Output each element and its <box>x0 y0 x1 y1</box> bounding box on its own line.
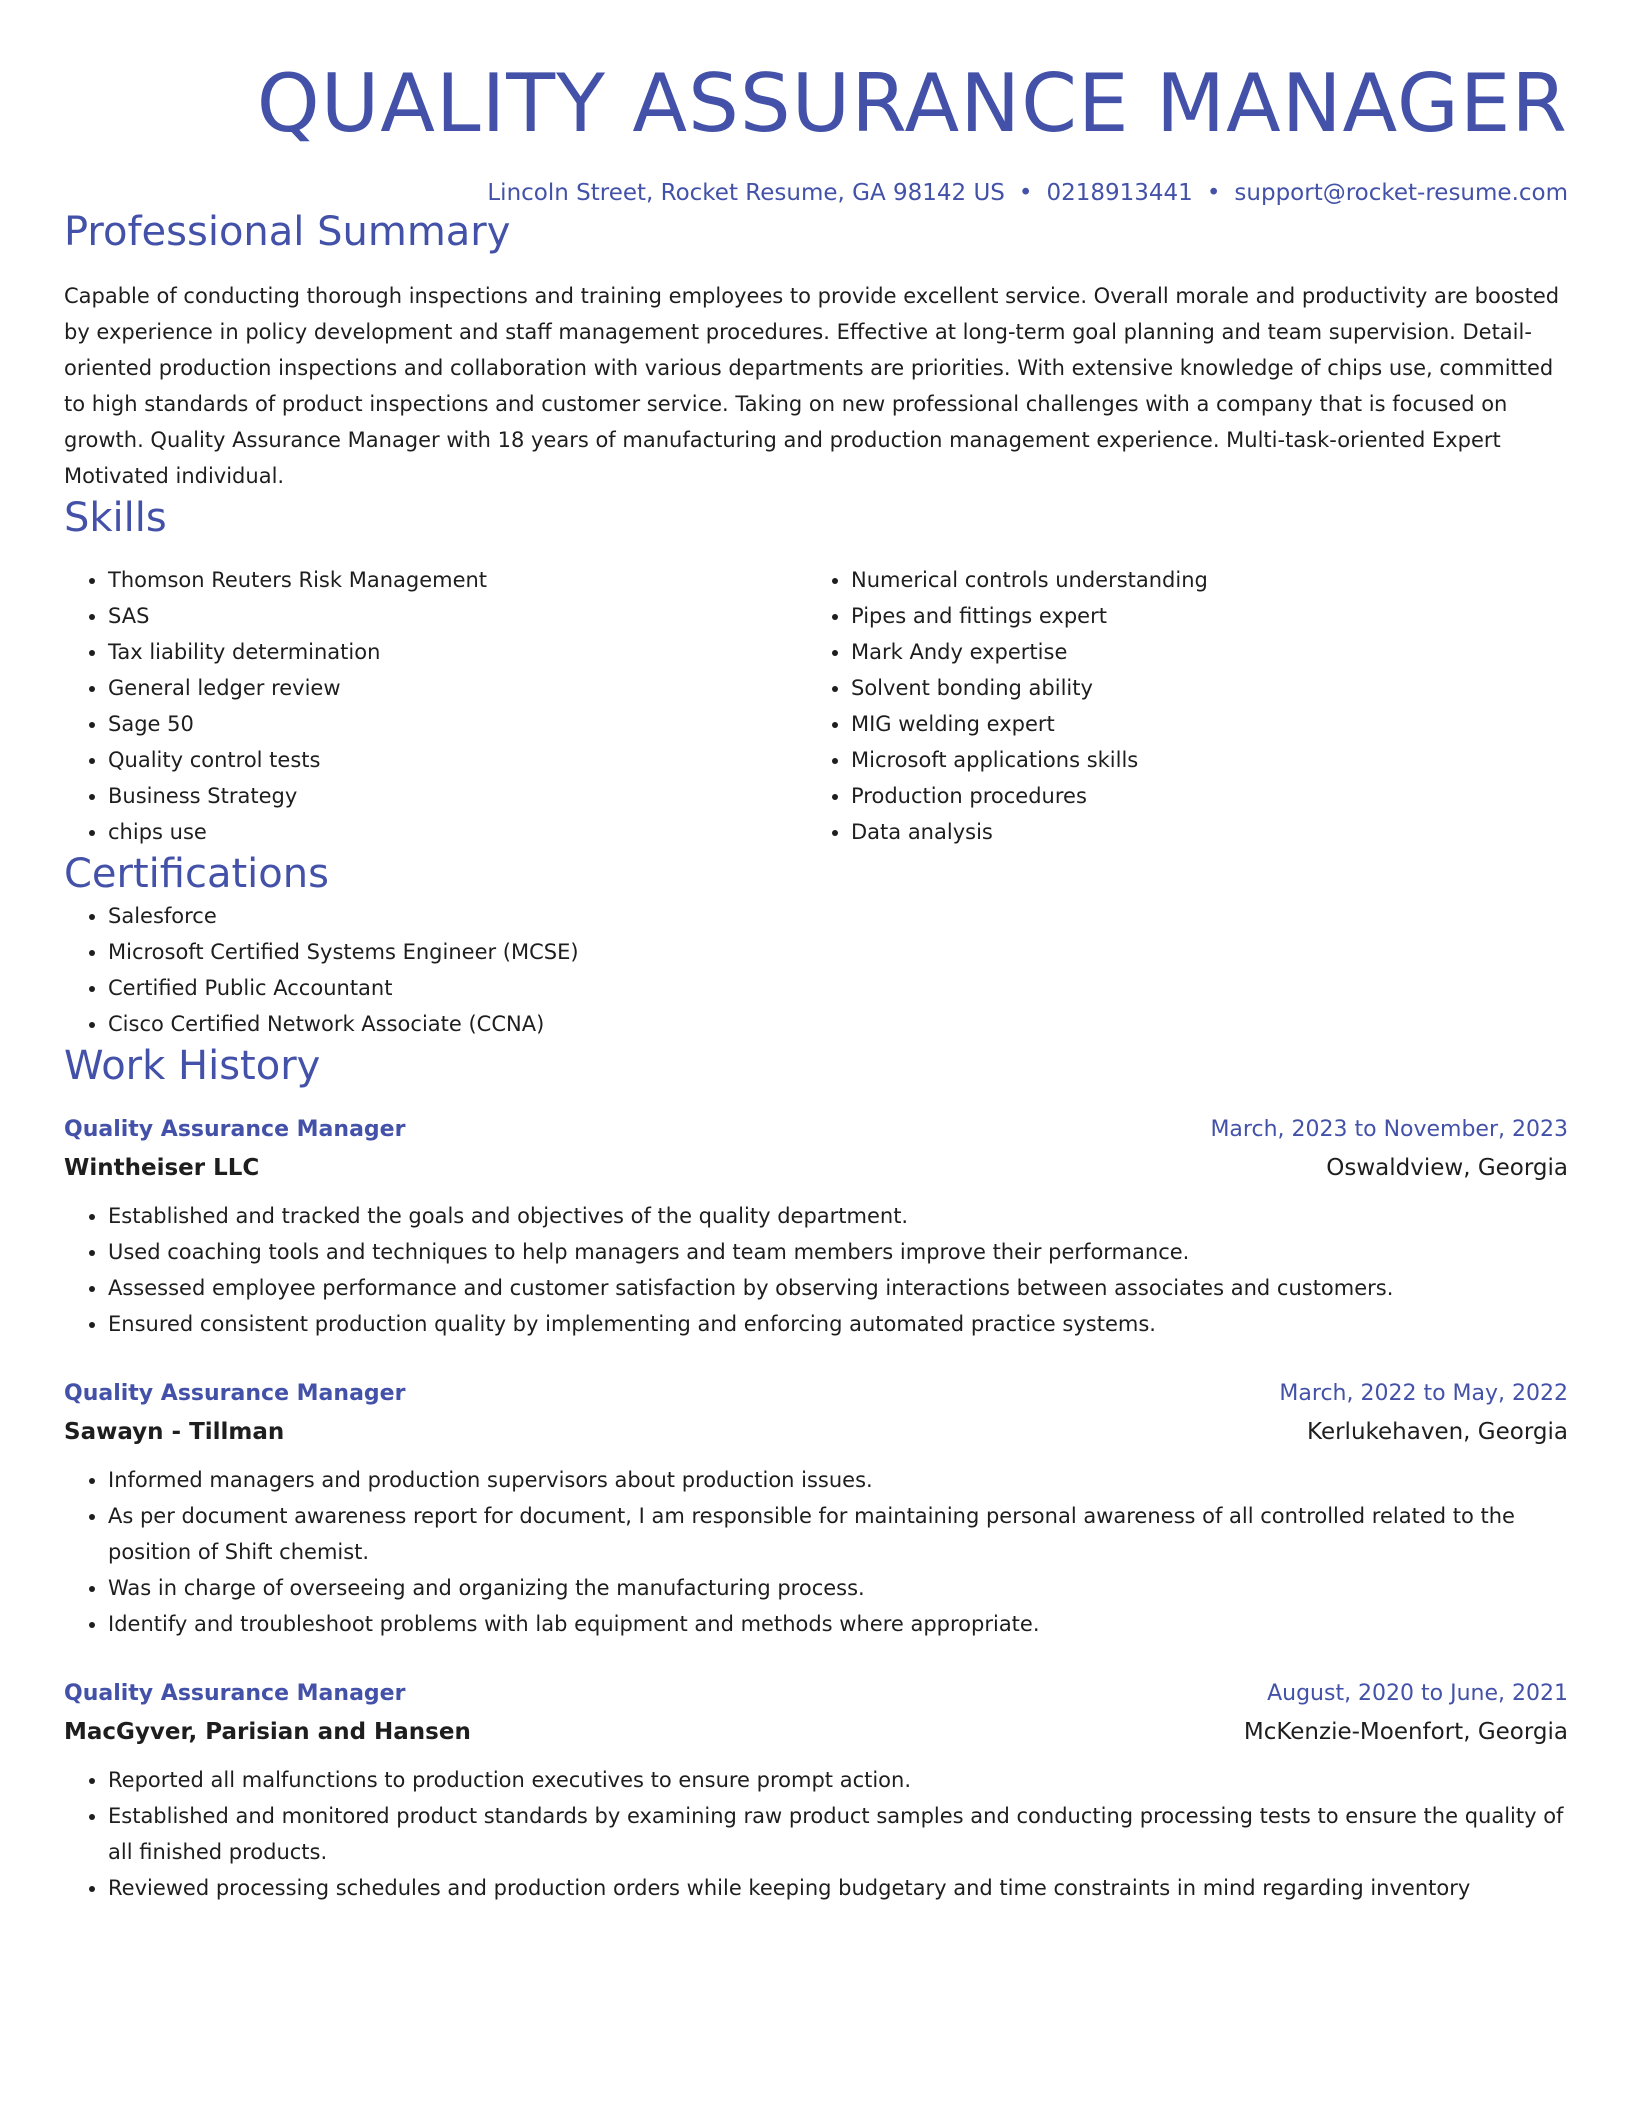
skill-item: • Mark Andy expertise <box>851 634 1550 670</box>
resume-page <box>64 0 1568 1906</box>
skill-item: • chips use <box>108 814 807 850</box>
page-title: QUALITY ASSURANCE MANAGER <box>256 57 1568 150</box>
skill-item: • Quality control tests <box>108 742 807 778</box>
skill-item: • Microsoft applications skills <box>851 742 1550 778</box>
job-role: Quality Assurance Manager <box>64 1681 406 1706</box>
job-duties <box>64 1762 1568 1906</box>
skill-item: • Solvent bonding ability <box>851 670 1550 706</box>
skills-list-left <box>64 562 807 850</box>
skill-item: • Thomson Reuters Risk Management <box>108 562 807 598</box>
work-history-heading: Work History <box>64 1043 321 1089</box>
address-text: Lincoln Street, Rocket Resume, GA 98142 US <box>487 180 1005 206</box>
certification-item: • Cisco Certified Network Associate (CCNA) <box>108 1006 1568 1042</box>
certifications-list <box>64 898 1568 1042</box>
certification-item: • Microsoft Certified Systems Engineer (MCSE) <box>108 934 1568 970</box>
certification-item: • Certified Public Accountant <box>108 970 1568 1006</box>
job-duties <box>64 1462 1568 1642</box>
job-location: McKenzie-Moenfort, Georgia <box>1243 1719 1568 1745</box>
skills-heading: Skills <box>64 495 167 541</box>
job-company: Sawayn - Tillman <box>64 1419 285 1445</box>
job-role: Quality Assurance Manager <box>64 1381 406 1406</box>
job-company: MacGyver, Parisian and Hansen <box>64 1719 471 1745</box>
job-header <box>64 1376 1568 1412</box>
job-header <box>64 1676 1568 1712</box>
separator-dot: • <box>1206 180 1221 206</box>
skill-item: • Business Strategy <box>108 778 807 814</box>
job-dates: March, 2023 to November, 2023 <box>1210 1117 1568 1142</box>
certifications-heading: Certifications <box>64 851 329 897</box>
skills-list-right <box>807 562 1550 850</box>
certification-item: • Salesforce <box>108 898 1568 934</box>
skill-item: • Numerical controls understanding <box>851 562 1550 598</box>
skill-item: • Data analysis <box>851 814 1550 850</box>
job-entry <box>64 1112 1568 1342</box>
job-subheader <box>64 1148 1568 1188</box>
job-entry <box>64 1676 1568 1906</box>
skill-item: • Sage 50 <box>108 706 807 742</box>
duty-item: • Ensured consistent production quality by implementing and enforcing automated practice systems. <box>108 1306 1568 1342</box>
job-subheader <box>64 1412 1568 1452</box>
job-entry <box>64 1376 1568 1642</box>
job-location: Kerlukehaven, Georgia <box>1307 1419 1568 1445</box>
job-duties <box>64 1198 1568 1342</box>
duty-item: • Identify and troubleshoot problems with lab equipment and methods where appropriate. <box>108 1606 1568 1642</box>
job-role: Quality Assurance Manager <box>64 1117 406 1142</box>
skill-item: • Pipes and fittings expert <box>851 598 1550 634</box>
summary-paragraph: Capable of conducting thorough inspections and training employees to provide excellent service. Overall morale and productivity are boosted by experience in policy development and staff management procedures. Effective at long-term goal planning and team supervision. Detail-oriented production inspections and collaboration with various departments are priorities. With extensive knowledge of chips use, committed to high standards of product inspections and customer service. Taking on new professional challenges with a company that is focused on growth. Quality Assurance Manager with 18 years of manufacturing and production management experience. Multi-task-oriented Expert Motivated individual. <box>64 284 1560 488</box>
summary-heading: Professional Summary <box>64 209 511 255</box>
contact-line <box>64 178 1568 208</box>
duty-item: • Was in charge of overseeing and organizing the manufacturing process. <box>108 1570 1568 1606</box>
job-subheader <box>64 1712 1568 1752</box>
duty-item: • As per document awareness report for document, I am responsible for maintaining personal awareness of all controlled related to the position of Shift chemist. <box>108 1498 1568 1570</box>
skill-item: • General ledger review <box>108 670 807 706</box>
job-header <box>64 1112 1568 1148</box>
skill-item: • Tax liability determination <box>108 634 807 670</box>
email-link[interactable]: support@rocket-resume.com <box>1234 180 1568 206</box>
job-dates: August, 2020 to June, 2021 <box>1267 1681 1568 1706</box>
duty-item: • Reviewed processing schedules and production orders while keeping budgetary and time constraints in mind regarding inventory <box>108 1870 1568 1906</box>
duty-item: • Established and tracked the goals and objectives of the quality department. <box>108 1198 1568 1234</box>
skill-item: • Production procedures <box>851 778 1550 814</box>
skill-item: • MIG welding expert <box>851 706 1550 742</box>
duty-item: • Reported all malfunctions to production executives to ensure prompt action. <box>108 1762 1568 1798</box>
duty-item: • Used coaching tools and techniques to help managers and team members improve their performance. <box>108 1234 1568 1270</box>
job-company: Wintheiser LLC <box>64 1155 260 1181</box>
skills-columns <box>64 562 1568 850</box>
separator-dot: • <box>1018 180 1033 206</box>
job-location: Oswaldview, Georgia <box>1326 1155 1568 1181</box>
duty-item: • Assessed employee performance and customer satisfaction by observing interactions between associates and customers. <box>108 1270 1568 1306</box>
duty-item: • Informed managers and production supervisors about production issues. <box>108 1462 1568 1498</box>
duty-item: • Established and monitored product standards by examining raw product samples and conducting processing tests to ensure the quality of all finished products. <box>108 1798 1568 1870</box>
job-dates: March, 2022 to May, 2022 <box>1279 1381 1568 1406</box>
phone-text: 0218913441 <box>1046 180 1193 206</box>
skill-item: • SAS <box>108 598 807 634</box>
